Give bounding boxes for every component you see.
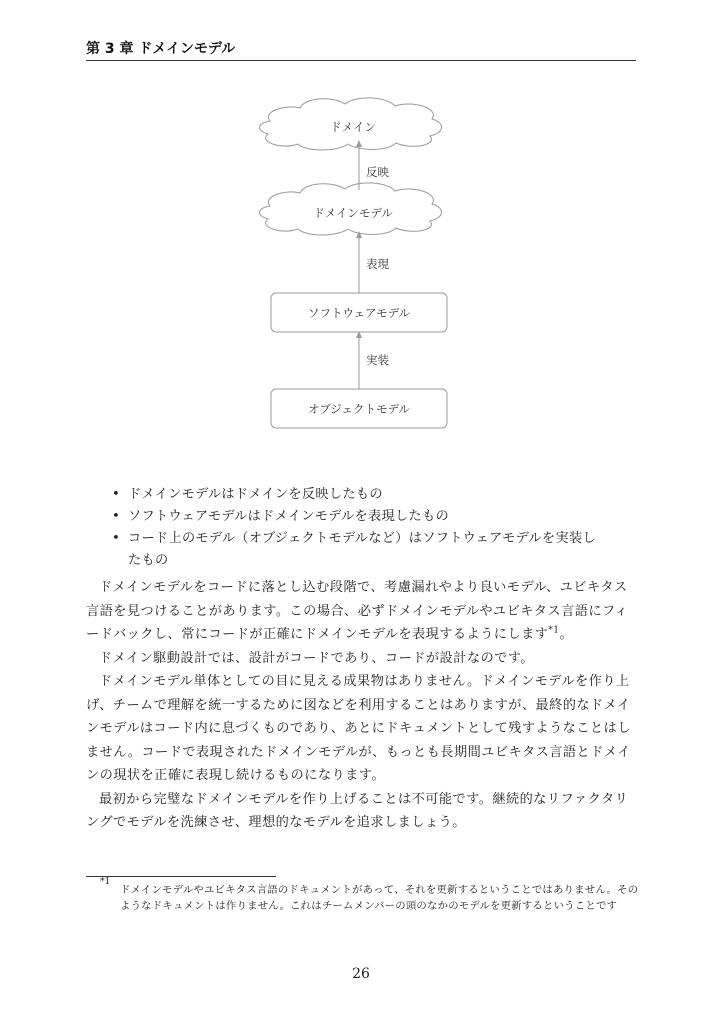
footnote: *1 ドメインモデルやユビキタス言語のドキュメントがあって、それを更新するということではありません。そのようなドキュメントは作りません。これはチームメンバーの頭のなかのモデルを更新するということです — [100, 877, 639, 912]
edge-label: 実装 — [366, 353, 389, 367]
paragraph: ドメインモデルをコードに落とし込む段階で、考慮漏れやより良いモデル、ユビキタス言語を見つけることがあります。この場合、必ずドメインモデルやユビキタス言語にフィードバックし、常にコードが正確にドメインモデルを表現するようにします$^{*1}$。 — [86, 580, 629, 642]
edge-label: 反映 — [366, 165, 389, 179]
node-label: ソフトウェアモデル — [307, 306, 411, 320]
paragraph: 最初から完璧なドメインモデルを作り上げることは不可能です。継続的なリファクタリングでモデルを洗練させ、理想的なモデルを追求しましょう。 — [86, 791, 629, 830]
footnote-ref[interactable]: *1 — [548, 625, 560, 636]
footnote-divider — [86, 876, 276, 877]
node-label: ドメインモデル — [313, 206, 393, 220]
software-model-box — [271, 293, 447, 332]
edge-label: 表現 — [366, 257, 389, 271]
node-label: オブジェクトモデル — [308, 402, 410, 416]
bullet-list — [104, 484, 644, 572]
paragraph: ドメインモデル単体としての目に見える成果物はありません。ドメインモデルを作り上げ、チームで理解を統一するために図などを利用することはありますが、最終的なドメインモデルはコード内に息づくものであり、あとにドキュメントとして残すようなことはしません。コードで表現されたドメインモデルが、もっとも長期間ユビキタス言語とドメインの現状を正確に表現し続けるものになります。 — [86, 674, 631, 783]
domain-model-cloud — [260, 183, 442, 235]
list-item-line: • コード上のモデル（オブジェクトモデルなど）はソフトウェアモデルを実装し — [128, 531, 596, 546]
model-diagram — [0, 0, 722, 460]
edge-express — [359, 234, 389, 293]
list-item: • ソフトウェアモデルはドメインモデルを表現したもの — [104, 506, 644, 528]
chapter-title: 第 3 章 ドメインモデル — [86, 41, 236, 57]
list-item: • ドメインモデルはドメインを反映したもの — [104, 484, 644, 506]
list-item-line: たもの — [128, 553, 169, 568]
object-model-box — [271, 389, 447, 428]
node-label: ドメイン — [330, 120, 376, 134]
list-item — [104, 528, 644, 572]
page-number: 26 — [352, 966, 370, 982]
paragraph: ドメイン駆動設計では、設計がコードであり、コードが設計なのです。 — [99, 650, 534, 666]
body-text — [86, 576, 638, 835]
edge-implement — [359, 334, 389, 389]
domain-cloud — [260, 98, 442, 150]
footnote-text: ドメインモデルやユビキタス言語のドキュメントがあって、それを更新するということではありません。そのようなドキュメントは作りません。これはチームメンバーの頭のなかのモデルを更新するということです — [120, 884, 639, 912]
